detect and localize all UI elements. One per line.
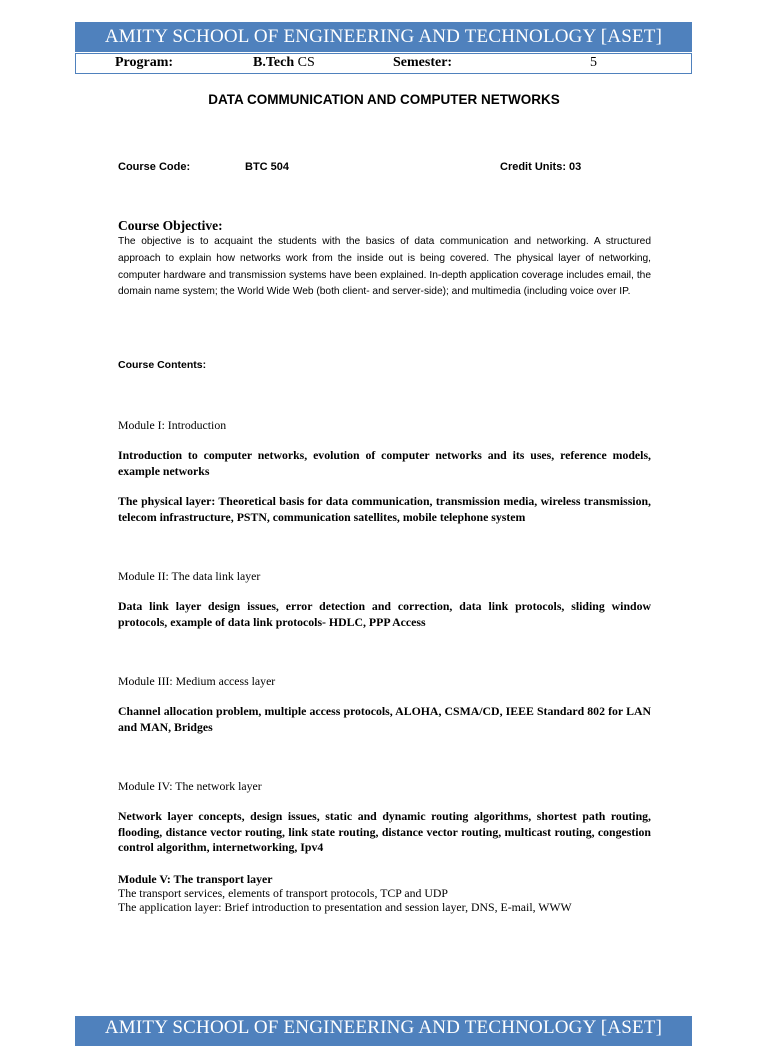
module-4-title: Module IV: The network layer bbox=[118, 779, 262, 793]
module-1-paragraph-2: The physical layer: Theoretical basis for data communication, transmission media, wireless transmission, telecom infrastructure, PSTN, communication satellites, mobile telephone system bbox=[118, 494, 651, 524]
credit-units: Credit Units: 03 bbox=[500, 161, 582, 173]
footer-banner: AMITY SCHOOL OF ENGINEERING AND TECHNOLOGY [ASET] bbox=[75, 1016, 692, 1046]
module-2-paragraph-1: Data link layer design issues, error detection and correction, data link protocols, sliding window protocols, example of data link protocols- HDLC, PPP Access bbox=[118, 599, 651, 629]
semester-label: Semester: bbox=[393, 55, 453, 70]
objective-text: The objective is to acquaint the students with the basics of data communication and networking. A structured approach to explain how networks work from the inside out is being covered. The physical layer of networking, computer hardware and transmission systems have been explained. In-depth application coverage includes email, the domain name system; the World Wide Web (both client- and server-side); and multimedia (including voice over IP. bbox=[118, 236, 651, 298]
program-row bbox=[75, 53, 692, 74]
program-label: Program: bbox=[115, 55, 174, 70]
objective-heading: Course Objective: bbox=[118, 218, 223, 233]
program-value bbox=[253, 55, 315, 71]
course-code-value: BTC 504 bbox=[245, 161, 290, 173]
institution-banner: AMITY SCHOOL OF ENGINEERING AND TECHNOLOGY [ASET] bbox=[75, 22, 692, 52]
course-code-label: Course Code: bbox=[118, 161, 191, 173]
module-4-paragraph-1: Network layer concepts, design issues, static and dynamic routing algorithms, shortest path routing, flooding, distance vector routing, link state routing, distance vector routing, multicast routing, congestion control algorithm, internetworking, Ipv4 bbox=[118, 809, 651, 855]
module-3-title: Module III: Medium access layer bbox=[118, 674, 276, 688]
module-3-paragraph-1: Channel allocation problem, multiple access protocols, ALOHA, CSMA/CD, IEEE Standard 802 for LAN and MAN, Bridges bbox=[118, 704, 651, 734]
module-5-line-2: The application layer: Brief introduction to presentation and session layer, DNS, E-mail, WWW bbox=[118, 900, 572, 914]
module-2-title: Module II: The data link layer bbox=[118, 569, 261, 583]
module-5-title: Module V: The transport layer bbox=[118, 872, 273, 886]
contents-heading: Course Contents: bbox=[118, 359, 207, 371]
document-title: DATA COMMUNICATION AND COMPUTER NETWORKS bbox=[208, 92, 560, 107]
module-5-line-1: The transport services, elements of transport protocols, TCP and UDP bbox=[118, 886, 448, 900]
module-1-title: Module I: Introduction bbox=[118, 418, 227, 432]
module-1-paragraph-1: Introduction to computer networks, evolution of computer networks and its uses, reference models, example networks bbox=[118, 448, 651, 478]
semester-value: 5 bbox=[590, 55, 597, 70]
program-degree: B.Tech bbox=[253, 55, 295, 70]
program-branch: CS bbox=[297, 55, 315, 70]
